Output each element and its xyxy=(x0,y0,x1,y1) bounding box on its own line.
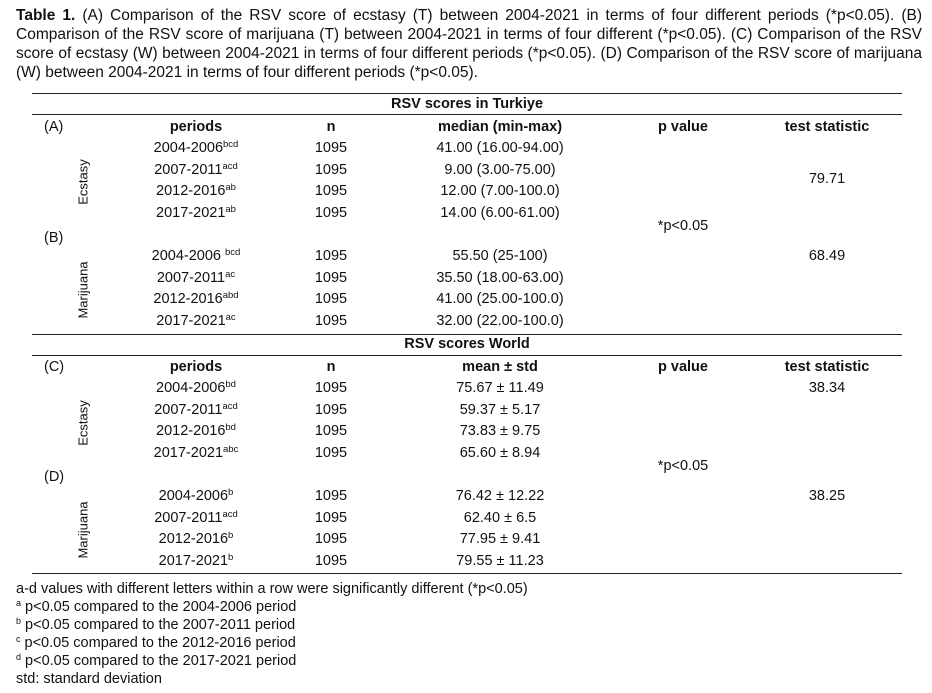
footnote-a: $^a$ p<0.05 compared to the 2004-2006 period xyxy=(16,598,297,615)
value-cell: 32.00 (22.00-100.0) xyxy=(436,312,564,329)
n-cell: 1095 xyxy=(314,444,348,461)
table-caption xyxy=(16,6,922,82)
top-rule xyxy=(32,93,902,94)
footnote-std: std: standard deviation xyxy=(16,671,162,687)
period-cell: $2007-2011^{acd}$ xyxy=(154,400,238,418)
value-cell: 79.55 ± 11.23 xyxy=(456,552,544,569)
header-p-value-world: p value xyxy=(658,359,708,375)
stat-c: 38.34 xyxy=(808,380,846,396)
stat-a: 79.71 xyxy=(808,171,846,187)
value-cell: 41.00 (25.00-100.0) xyxy=(436,291,564,307)
turkiye-title: RSV scores in Turkiye xyxy=(390,96,544,112)
value-cell: 55.50 (25-100) xyxy=(452,248,548,264)
value-cell: 12.00 (7.00-100.0) xyxy=(440,183,560,199)
n-cell: 1095 xyxy=(314,401,348,418)
n-cell: 1095 xyxy=(314,509,348,526)
period-cell: 2012-2016$^b$ xyxy=(158,530,234,547)
n-cell: 1095 xyxy=(314,248,348,264)
header-measure-world: mean ± std xyxy=(462,359,538,375)
world-title: RSV scores World xyxy=(404,336,530,352)
footnote-d: $^d$ p<0.05 compared to the 2017-2021 period xyxy=(16,652,297,669)
n-cell: 1095 xyxy=(314,531,348,547)
section-b-label: (B) xyxy=(44,230,64,246)
n-cell: 1095 xyxy=(314,423,348,439)
value-cell: 35.50 (18.00-63.00) xyxy=(436,269,564,286)
period-cell: $2004-2006^{bcd}$ xyxy=(153,139,239,156)
value-cell: 41.00 (16.00-94.00) xyxy=(436,140,564,156)
bottom-rule xyxy=(32,573,902,574)
n-cell: 1095 xyxy=(314,312,348,329)
stat-b: 68.49 xyxy=(808,248,846,264)
n-cell: 1095 xyxy=(314,380,348,396)
section-c-label: (C) xyxy=(44,359,65,375)
section-d-label: (D) xyxy=(44,469,65,485)
period-cell: $2004-2006^{bd}$ xyxy=(156,379,236,396)
period-cell: $2012-2016^{abd}$ xyxy=(153,290,239,307)
header-n: n xyxy=(326,119,336,135)
group-label-ecstasy-world: Ecstasy xyxy=(75,400,91,446)
header-p-value: p value xyxy=(658,119,708,135)
n-cell: 1095 xyxy=(314,488,348,504)
n-cell: 1095 xyxy=(314,140,348,156)
header-periods-world: periods xyxy=(169,359,223,375)
header-n-world: n xyxy=(326,359,336,375)
footnote-c: $^c$ p<0.05 compared to the 2012-2016 period xyxy=(16,634,296,651)
period-cell: $2017-2021^{abc}$ xyxy=(153,443,239,461)
period-cell: $2012-2016^{bd}$ xyxy=(156,422,236,439)
period-cell: $2017-2021^{ac}$ xyxy=(156,311,236,329)
p-value-turkiye: *p<0.05 xyxy=(657,218,709,234)
section-a-label: (A) xyxy=(44,119,64,135)
value-cell: 75.67 ± 11.49 xyxy=(456,380,544,396)
footnotes xyxy=(16,580,528,688)
n-cell: 1095 xyxy=(314,183,348,199)
group-label-marijuana-world: Marijuana xyxy=(75,501,91,559)
header-measure: median (min-max) xyxy=(437,119,563,135)
group-label-ecstasy: Ecstasy xyxy=(75,159,91,205)
stat-d: 38.25 xyxy=(808,488,846,504)
period-cell: 2004-2006$^b$ xyxy=(158,487,234,504)
world-header-rule xyxy=(32,355,902,356)
period-cell: $2012-2016^{ab}$ xyxy=(156,182,236,199)
period-cell: 2004-2006 $^{bcd}$ xyxy=(151,247,241,264)
period-cell: 2017-2021$^b$ xyxy=(158,551,234,569)
n-cell: 1095 xyxy=(314,291,348,307)
p-value-world: *p<0.05 xyxy=(657,458,709,474)
header-periods: periods xyxy=(169,119,223,135)
value-cell: 76.42 ± 12.22 xyxy=(455,488,545,504)
period-cell: $2007-2011^{acd}$ xyxy=(154,160,238,178)
value-cell: 14.00 (6.00-61.00) xyxy=(440,204,560,221)
value-cell: 9.00 (3.00-75.00) xyxy=(444,161,556,178)
group-label-marijuana: Marijuana xyxy=(75,261,91,319)
n-cell: 1095 xyxy=(314,161,348,178)
n-cell: 1095 xyxy=(314,552,348,569)
value-cell: 77.95 ± 9.41 xyxy=(459,531,541,547)
footnote-b: $^b$ p<0.05 compared to the 2007-2011 period xyxy=(16,616,296,633)
caption-text: (A) Comparison of the RSV score of ecstasy (T) between 2004-2021 in terms of four different periods (*p<0.05). (B) Comparison of the RSV score of marijuana (T) between 2004-2021 in terms of four different (*p<0.05). (C) Comparison of the RSV score of ecstasy (W) between 2004-2021 in terms of four different periods (*p<0.05). (D) Comparison of the RSV score of marijuana (W) between 2004-2021 in terms of four different periods (*p<0.05). xyxy=(16,7,922,81)
period-cell: $2007-2011^{acd}$ xyxy=(154,508,238,526)
header-test-statistic: test statistic xyxy=(784,119,870,135)
turkiye-header-rule xyxy=(32,114,902,115)
n-cell: 1095 xyxy=(314,204,348,221)
value-cell: 59.37 ± 5.17 xyxy=(459,401,541,418)
value-cell: 65.60 ± 8.94 xyxy=(459,444,541,461)
value-cell: 73.83 ± 9.75 xyxy=(459,423,541,439)
period-cell: $2007-2011^{ac}$ xyxy=(156,268,236,286)
footnote-general: a-d values with different letters within a row were significantly different (*p<0.05) xyxy=(16,581,528,597)
table-label: Table 1. xyxy=(16,7,76,24)
value-cell: 62.40 ± 6.5 xyxy=(463,509,537,526)
header-test-statistic-world: test statistic xyxy=(784,359,870,375)
n-cell: 1095 xyxy=(314,269,348,286)
period-cell: $2017-2021^{ab}$ xyxy=(156,203,236,221)
